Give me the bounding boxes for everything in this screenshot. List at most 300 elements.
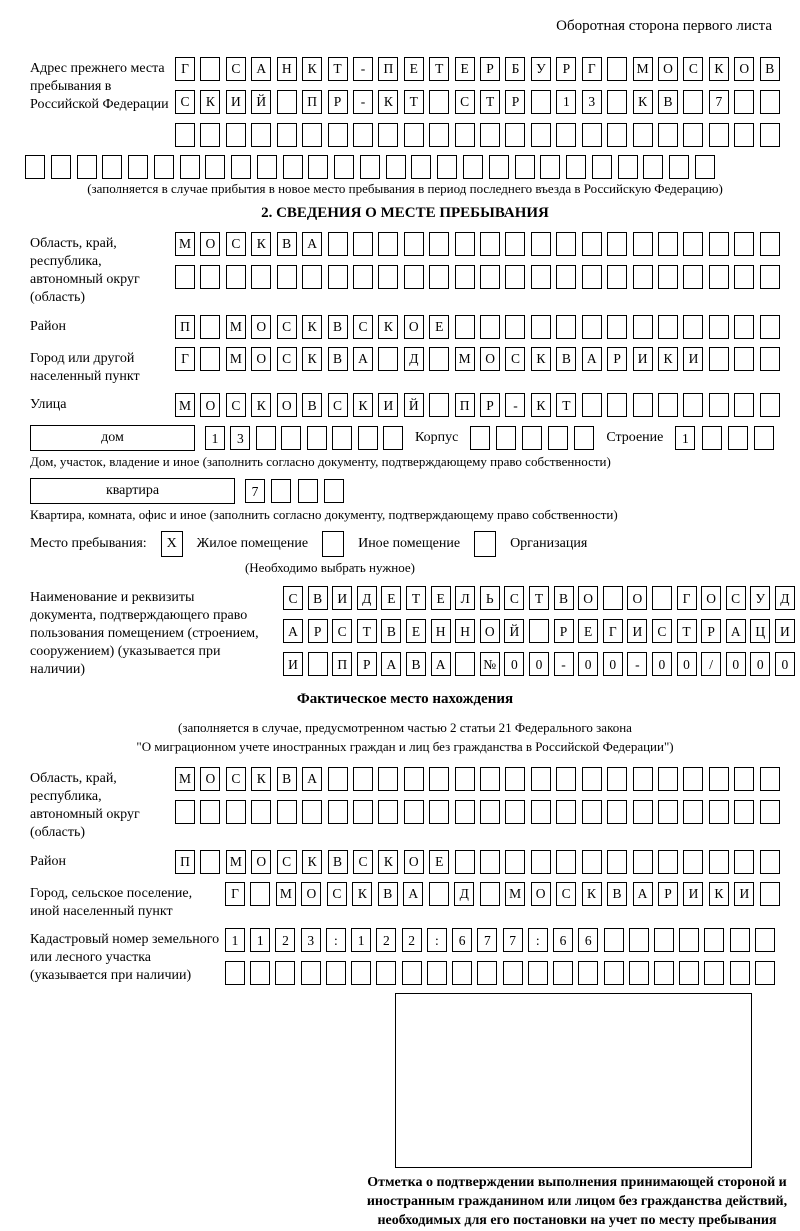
stay-type-checkbox-residential[interactable]: X (161, 531, 183, 557)
char-box[interactable] (427, 961, 447, 985)
char-box[interactable]: - (353, 57, 373, 81)
char-box[interactable] (553, 961, 573, 985)
char-box[interactable]: Р (701, 619, 721, 643)
char-box[interactable] (658, 800, 678, 824)
char-box[interactable] (683, 123, 703, 147)
char-box[interactable]: 6 (452, 928, 472, 952)
char-box[interactable] (455, 123, 475, 147)
char-box[interactable] (251, 123, 271, 147)
char-box[interactable] (607, 393, 627, 417)
char-box[interactable] (633, 800, 653, 824)
char-box[interactable]: К (378, 90, 398, 114)
char-box[interactable] (652, 586, 672, 610)
char-box[interactable] (200, 850, 220, 874)
char-box[interactable]: В (556, 347, 576, 371)
char-box[interactable] (480, 232, 500, 256)
char-box[interactable] (683, 800, 703, 824)
char-box[interactable]: О (578, 586, 598, 610)
char-box[interactable] (328, 800, 348, 824)
char-box[interactable]: Т (529, 586, 549, 610)
char-box[interactable] (578, 961, 598, 985)
char-box[interactable] (226, 265, 246, 289)
char-box[interactable] (175, 800, 195, 824)
char-box[interactable] (728, 426, 748, 450)
char-box[interactable]: 3 (582, 90, 602, 114)
char-box[interactable] (607, 232, 627, 256)
char-box[interactable]: Н (455, 619, 475, 643)
char-box[interactable] (378, 265, 398, 289)
char-box[interactable]: О (251, 850, 271, 874)
char-box[interactable]: В (308, 586, 328, 610)
char-box[interactable] (275, 961, 295, 985)
char-box[interactable] (734, 123, 754, 147)
char-box[interactable]: Р (357, 652, 377, 676)
char-box[interactable] (200, 123, 220, 147)
char-box[interactable]: 1 (351, 928, 371, 952)
char-box[interactable]: А (302, 767, 322, 791)
char-box[interactable] (271, 479, 291, 503)
char-box[interactable]: И (683, 347, 703, 371)
char-box[interactable] (607, 57, 627, 81)
char-box[interactable] (200, 265, 220, 289)
char-box[interactable] (734, 800, 754, 824)
char-box[interactable] (200, 315, 220, 339)
char-box[interactable] (607, 123, 627, 147)
char-box[interactable] (734, 265, 754, 289)
char-box[interactable]: С (277, 315, 297, 339)
char-box[interactable]: С (277, 347, 297, 371)
char-box[interactable]: : (326, 928, 346, 952)
char-box[interactable] (556, 767, 576, 791)
char-box[interactable] (378, 232, 398, 256)
char-box[interactable]: К (251, 393, 271, 417)
char-box[interactable] (429, 767, 449, 791)
char-box[interactable]: К (302, 347, 322, 371)
char-box[interactable] (522, 426, 542, 450)
char-box[interactable] (429, 90, 449, 114)
char-box[interactable] (607, 800, 627, 824)
char-box[interactable]: Т (429, 57, 449, 81)
char-box[interactable]: А (302, 232, 322, 256)
apartment-type-box[interactable] (30, 478, 235, 504)
char-box[interactable]: О (404, 315, 424, 339)
char-box[interactable]: 0 (726, 652, 746, 676)
char-box[interactable]: 0 (529, 652, 549, 676)
char-box[interactable] (760, 767, 780, 791)
char-box[interactable] (455, 232, 475, 256)
char-box[interactable] (477, 961, 497, 985)
char-box[interactable]: Р (480, 57, 500, 81)
char-box[interactable]: 7 (477, 928, 497, 952)
char-box[interactable]: М (276, 882, 296, 906)
char-box[interactable] (709, 123, 729, 147)
char-box[interactable] (734, 767, 754, 791)
char-box[interactable] (250, 882, 270, 906)
char-box[interactable]: И (633, 347, 653, 371)
char-box[interactable] (709, 850, 729, 874)
char-box[interactable] (251, 800, 271, 824)
char-box[interactable]: С (327, 882, 347, 906)
char-box[interactable]: У (750, 586, 770, 610)
char-box[interactable] (702, 426, 722, 450)
char-box[interactable] (404, 265, 424, 289)
char-box[interactable]: В (607, 882, 627, 906)
char-box[interactable] (704, 928, 724, 952)
char-box[interactable] (351, 961, 371, 985)
char-box[interactable] (505, 123, 525, 147)
char-box[interactable]: С (226, 57, 246, 81)
char-box[interactable] (709, 800, 729, 824)
char-box[interactable] (643, 155, 663, 179)
char-box[interactable]: : (528, 928, 548, 952)
char-box[interactable] (25, 155, 45, 179)
char-box[interactable] (180, 155, 200, 179)
char-box[interactable] (760, 800, 780, 824)
char-box[interactable]: Й (404, 393, 424, 417)
char-box[interactable] (378, 767, 398, 791)
char-box[interactable] (654, 961, 674, 985)
char-box[interactable] (302, 800, 322, 824)
char-box[interactable] (607, 315, 627, 339)
char-box[interactable] (353, 265, 373, 289)
char-box[interactable]: Р (556, 57, 576, 81)
char-box[interactable]: Д (454, 882, 474, 906)
char-box[interactable]: А (381, 652, 401, 676)
char-box[interactable] (455, 652, 475, 676)
char-box[interactable] (556, 315, 576, 339)
char-box[interactable] (455, 850, 475, 874)
char-box[interactable] (683, 393, 703, 417)
char-box[interactable] (505, 265, 525, 289)
char-box[interactable] (470, 426, 490, 450)
char-box[interactable] (633, 232, 653, 256)
char-box[interactable] (404, 232, 424, 256)
char-box[interactable] (256, 426, 276, 450)
char-box[interactable]: В (554, 586, 574, 610)
char-box[interactable] (429, 265, 449, 289)
char-box[interactable] (175, 265, 195, 289)
char-box[interactable]: М (175, 767, 195, 791)
char-box[interactable] (515, 155, 535, 179)
char-box[interactable]: С (226, 393, 246, 417)
char-box[interactable] (760, 347, 780, 371)
char-box[interactable]: Ь (480, 586, 500, 610)
char-box[interactable] (540, 155, 560, 179)
char-box[interactable] (429, 800, 449, 824)
char-box[interactable] (463, 155, 483, 179)
char-box[interactable] (308, 155, 328, 179)
char-box[interactable] (531, 315, 551, 339)
char-box[interactable]: В (277, 232, 297, 256)
char-box[interactable] (582, 265, 602, 289)
char-box[interactable] (429, 393, 449, 417)
char-box[interactable]: М (226, 850, 246, 874)
char-box[interactable] (709, 265, 729, 289)
char-box[interactable] (332, 426, 352, 450)
char-box[interactable] (633, 850, 653, 874)
char-box[interactable] (503, 961, 523, 985)
char-box[interactable] (528, 961, 548, 985)
char-box[interactable]: Р (554, 619, 574, 643)
char-box[interactable] (669, 155, 689, 179)
char-box[interactable] (709, 347, 729, 371)
char-box[interactable] (200, 57, 220, 81)
char-box[interactable]: К (378, 850, 398, 874)
char-box[interactable] (760, 265, 780, 289)
char-box[interactable]: : (427, 928, 447, 952)
char-box[interactable] (250, 961, 270, 985)
char-box[interactable]: Й (504, 619, 524, 643)
char-box[interactable] (353, 800, 373, 824)
char-box[interactable] (353, 232, 373, 256)
char-box[interactable] (704, 961, 724, 985)
char-box[interactable] (607, 767, 627, 791)
char-box[interactable]: Н (277, 57, 297, 81)
char-box[interactable] (531, 123, 551, 147)
char-box[interactable] (251, 265, 271, 289)
char-box[interactable] (77, 155, 97, 179)
char-box[interactable] (633, 315, 653, 339)
char-box[interactable]: 0 (750, 652, 770, 676)
char-box[interactable]: В (328, 347, 348, 371)
char-box[interactable]: А (582, 347, 602, 371)
char-box[interactable] (231, 155, 251, 179)
char-box[interactable]: № (480, 652, 500, 676)
char-box[interactable] (429, 347, 449, 371)
char-box[interactable] (496, 426, 516, 450)
char-box[interactable] (51, 155, 71, 179)
char-box[interactable] (328, 767, 348, 791)
char-box[interactable] (531, 800, 551, 824)
char-box[interactable] (360, 155, 380, 179)
char-box[interactable]: Т (357, 619, 377, 643)
char-box[interactable]: О (480, 619, 500, 643)
char-box[interactable]: С (332, 619, 352, 643)
char-box[interactable] (582, 123, 602, 147)
char-box[interactable]: В (328, 315, 348, 339)
char-box[interactable] (378, 347, 398, 371)
char-box[interactable] (175, 123, 195, 147)
char-box[interactable]: - (505, 393, 525, 417)
char-box[interactable] (760, 850, 780, 874)
char-box[interactable] (358, 426, 378, 450)
char-box[interactable]: - (554, 652, 574, 676)
char-box[interactable]: - (353, 90, 373, 114)
char-box[interactable]: Ц (750, 619, 770, 643)
char-box[interactable]: Г (582, 57, 602, 81)
char-box[interactable]: 0 (677, 652, 697, 676)
char-box[interactable] (386, 155, 406, 179)
char-box[interactable]: 2 (376, 928, 396, 952)
char-box[interactable]: Е (404, 57, 424, 81)
char-box[interactable] (760, 90, 780, 114)
char-box[interactable]: 7 (245, 479, 265, 503)
char-box[interactable]: П (455, 393, 475, 417)
char-box[interactable]: Р (658, 882, 678, 906)
char-box[interactable] (531, 232, 551, 256)
char-box[interactable]: Р (505, 90, 525, 114)
char-box[interactable]: Г (175, 347, 195, 371)
char-box[interactable] (429, 882, 449, 906)
char-box[interactable] (328, 232, 348, 256)
char-box[interactable]: М (226, 347, 246, 371)
char-box[interactable] (383, 426, 403, 450)
char-box[interactable]: 2 (402, 928, 422, 952)
char-box[interactable]: Е (406, 619, 426, 643)
char-box[interactable] (683, 767, 703, 791)
char-box[interactable] (679, 961, 699, 985)
char-box[interactable] (734, 90, 754, 114)
char-box[interactable]: К (353, 393, 373, 417)
char-box[interactable] (755, 961, 775, 985)
char-box[interactable] (592, 155, 612, 179)
char-box[interactable] (683, 315, 703, 339)
char-box[interactable]: К (658, 347, 678, 371)
char-box[interactable]: А (431, 652, 451, 676)
char-box[interactable]: И (226, 90, 246, 114)
char-box[interactable] (633, 393, 653, 417)
char-box[interactable]: Е (455, 57, 475, 81)
char-box[interactable] (709, 232, 729, 256)
char-box[interactable]: В (277, 767, 297, 791)
char-box[interactable]: А (726, 619, 746, 643)
char-box[interactable] (574, 426, 594, 450)
char-box[interactable]: С (226, 767, 246, 791)
char-box[interactable]: Т (556, 393, 576, 417)
char-box[interactable]: М (633, 57, 653, 81)
char-box[interactable]: Т (328, 57, 348, 81)
char-box[interactable] (480, 800, 500, 824)
char-box[interactable] (326, 961, 346, 985)
char-box[interactable] (302, 265, 322, 289)
house-type-box[interactable] (30, 425, 195, 451)
char-box[interactable] (455, 800, 475, 824)
char-box[interactable] (683, 265, 703, 289)
char-box[interactable]: Т (406, 586, 426, 610)
char-box[interactable]: С (353, 850, 373, 874)
char-box[interactable]: О (200, 393, 220, 417)
char-box[interactable] (480, 123, 500, 147)
char-box[interactable] (455, 315, 475, 339)
char-box[interactable] (489, 155, 509, 179)
char-box[interactable]: В (658, 90, 678, 114)
char-box[interactable] (277, 90, 297, 114)
char-box[interactable] (760, 315, 780, 339)
char-box[interactable]: М (175, 232, 195, 256)
char-box[interactable]: О (627, 586, 647, 610)
char-box[interactable] (226, 123, 246, 147)
char-box[interactable]: Д (775, 586, 795, 610)
char-box[interactable]: 0 (775, 652, 795, 676)
char-box[interactable] (455, 265, 475, 289)
char-box[interactable] (658, 123, 678, 147)
char-box[interactable] (755, 928, 775, 952)
char-box[interactable] (128, 155, 148, 179)
char-box[interactable] (658, 315, 678, 339)
char-box[interactable] (604, 928, 624, 952)
char-box[interactable]: Г (603, 619, 623, 643)
char-box[interactable] (277, 265, 297, 289)
char-box[interactable]: А (403, 882, 423, 906)
char-box[interactable]: О (701, 586, 721, 610)
char-box[interactable] (734, 232, 754, 256)
char-box[interactable] (505, 767, 525, 791)
char-box[interactable] (455, 767, 475, 791)
char-box[interactable] (328, 123, 348, 147)
char-box[interactable]: М (455, 347, 475, 371)
char-box[interactable] (734, 850, 754, 874)
char-box[interactable] (376, 961, 396, 985)
char-box[interactable] (556, 265, 576, 289)
char-box[interactable] (298, 479, 318, 503)
char-box[interactable]: О (200, 767, 220, 791)
char-box[interactable]: Р (308, 619, 328, 643)
char-box[interactable]: Д (404, 347, 424, 371)
char-box[interactable] (531, 767, 551, 791)
char-box[interactable]: Л (455, 586, 475, 610)
char-box[interactable]: К (709, 882, 729, 906)
char-box[interactable] (308, 652, 328, 676)
char-box[interactable]: Е (429, 315, 449, 339)
char-box[interactable] (734, 393, 754, 417)
char-box[interactable] (618, 155, 638, 179)
char-box[interactable] (683, 850, 703, 874)
char-box[interactable]: К (531, 393, 551, 417)
char-box[interactable] (480, 265, 500, 289)
char-box[interactable]: С (504, 586, 524, 610)
char-box[interactable]: С (726, 586, 746, 610)
char-box[interactable]: / (701, 652, 721, 676)
char-box[interactable]: С (226, 232, 246, 256)
char-box[interactable] (529, 619, 549, 643)
char-box[interactable] (582, 315, 602, 339)
char-box[interactable]: М (226, 315, 246, 339)
char-box[interactable]: Т (677, 619, 697, 643)
char-box[interactable] (633, 123, 653, 147)
char-box[interactable]: О (301, 882, 321, 906)
char-box[interactable]: 1 (205, 426, 225, 450)
char-box[interactable]: Е (429, 850, 449, 874)
char-box[interactable]: О (531, 882, 551, 906)
char-box[interactable]: 0 (603, 652, 623, 676)
char-box[interactable] (480, 882, 500, 906)
char-box[interactable] (760, 393, 780, 417)
char-box[interactable]: К (302, 57, 322, 81)
char-box[interactable]: В (302, 393, 322, 417)
char-box[interactable]: Г (225, 882, 245, 906)
char-box[interactable] (437, 155, 457, 179)
char-box[interactable]: 7 (503, 928, 523, 952)
char-box[interactable]: М (175, 393, 195, 417)
char-box[interactable]: П (332, 652, 352, 676)
char-box[interactable]: Т (404, 90, 424, 114)
char-box[interactable]: К (302, 850, 322, 874)
char-box[interactable] (658, 850, 678, 874)
char-box[interactable]: К (251, 232, 271, 256)
char-box[interactable] (658, 232, 678, 256)
char-box[interactable] (452, 961, 472, 985)
char-box[interactable] (307, 426, 327, 450)
char-box[interactable]: О (480, 347, 500, 371)
char-box[interactable]: С (505, 347, 525, 371)
char-box[interactable] (548, 426, 568, 450)
char-box[interactable] (411, 155, 431, 179)
char-box[interactable]: Б (505, 57, 525, 81)
char-box[interactable] (607, 90, 627, 114)
char-box[interactable] (353, 767, 373, 791)
char-box[interactable]: О (658, 57, 678, 81)
char-box[interactable]: К (200, 90, 220, 114)
